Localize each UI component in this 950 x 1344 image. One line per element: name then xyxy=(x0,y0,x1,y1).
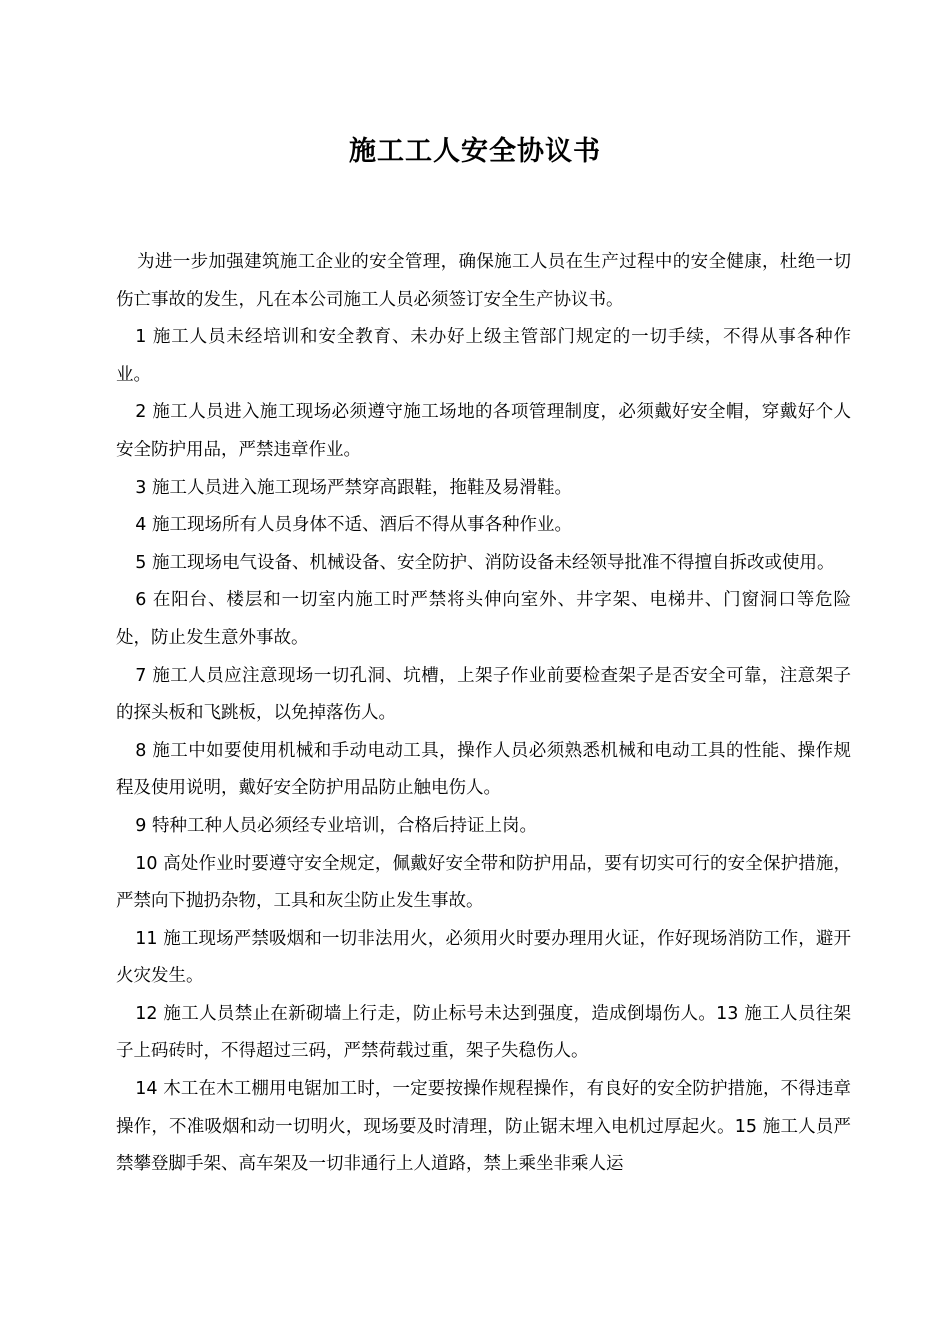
clause-14-15: 14 木工在木工棚用电锯加工时，一定要按操作规程操作，有良好的安全防护措施，不得违章操作，不准吸烟和动一切明火，现场要及时清理，防止锯末埋入电机过厚起火。15 施工人员严禁攀登脚手架、高车架及一切非通行上人道路，禁上乘坐非乘人运 xyxy=(116,1079,851,1175)
document-body xyxy=(116,244,851,1184)
clause-8: 8 施工中如要使用机械和手动电动工具，操作人员必须熟悉机械和电动工具的性能、操作规程及使用说明，戴好安全防护用品防止触电伤人。 xyxy=(116,740,851,799)
clause-1: 1 施工人员未经培训和安全教育、未办好上级主管部门规定的一切手续，不得从事各种作业。 xyxy=(116,327,851,385)
intro-paragraph: 为进一步加强建筑施工企业的安全管理，确保施工人员在生产过程中的安全健康，杜绝一切伤亡事故的发生，凡在本公司施工人员必须签订安全生产协议书。 xyxy=(116,252,851,310)
document-title: 施工工人安全协议书 xyxy=(349,136,601,167)
clause-12-13: 12 施工人员禁止在新砌墙上行走，防止标号未达到强度，造成倒塌伤人。13 施工人员往架子上码砖时，不得超过三码，严禁荷载过重，架子失稳伤人。 xyxy=(116,1003,851,1062)
clause-11: 11 施工现场严禁吸烟和一切非法用火，必须用火时要办理用火证，作好现场消防工作，避开火灾发生。 xyxy=(116,928,851,987)
clause-6: 6 在阳台、楼层和一切室内施工时严禁将头伸向室外、井字架、电梯井、门窗洞口等危险处，防止发生意外事故。 xyxy=(116,590,851,648)
clause-7: 7 施工人员应注意现场一切孔洞、坑槽，上架子作业前要检查架子是否安全可靠，注意架子的探头板和飞跳板，以免掉落伤人。 xyxy=(116,665,851,724)
clause-5: 5 施工现场电气设备、机械设备、安全防护、消防设备未经领导批准不得擅自拆改或使用。 xyxy=(135,552,835,573)
clause-9: 9 特种工种人员必须经专业培训，合格后持证上岗。 xyxy=(135,815,537,836)
clause-10: 10 高处作业时要遵守安全规定，佩戴好安全带和防护用品，要有切实可行的安全保护措施，严禁向下抛扔杂物，工具和灰尘防止发生事故。 xyxy=(116,853,851,912)
clause-2: 2 施工人员进入施工现场必须遵守施工场地的各项管理制度，必须戴好安全帽，穿戴好个人安全防护用品，严禁违章作业。 xyxy=(116,402,851,460)
clause-4: 4 施工现场所有人员身体不适、酒后不得从事各种作业。 xyxy=(135,515,572,536)
clause-3: 3 施工人员进入施工现场严禁穿高跟鞋，拖鞋及易滑鞋。 xyxy=(135,477,572,498)
